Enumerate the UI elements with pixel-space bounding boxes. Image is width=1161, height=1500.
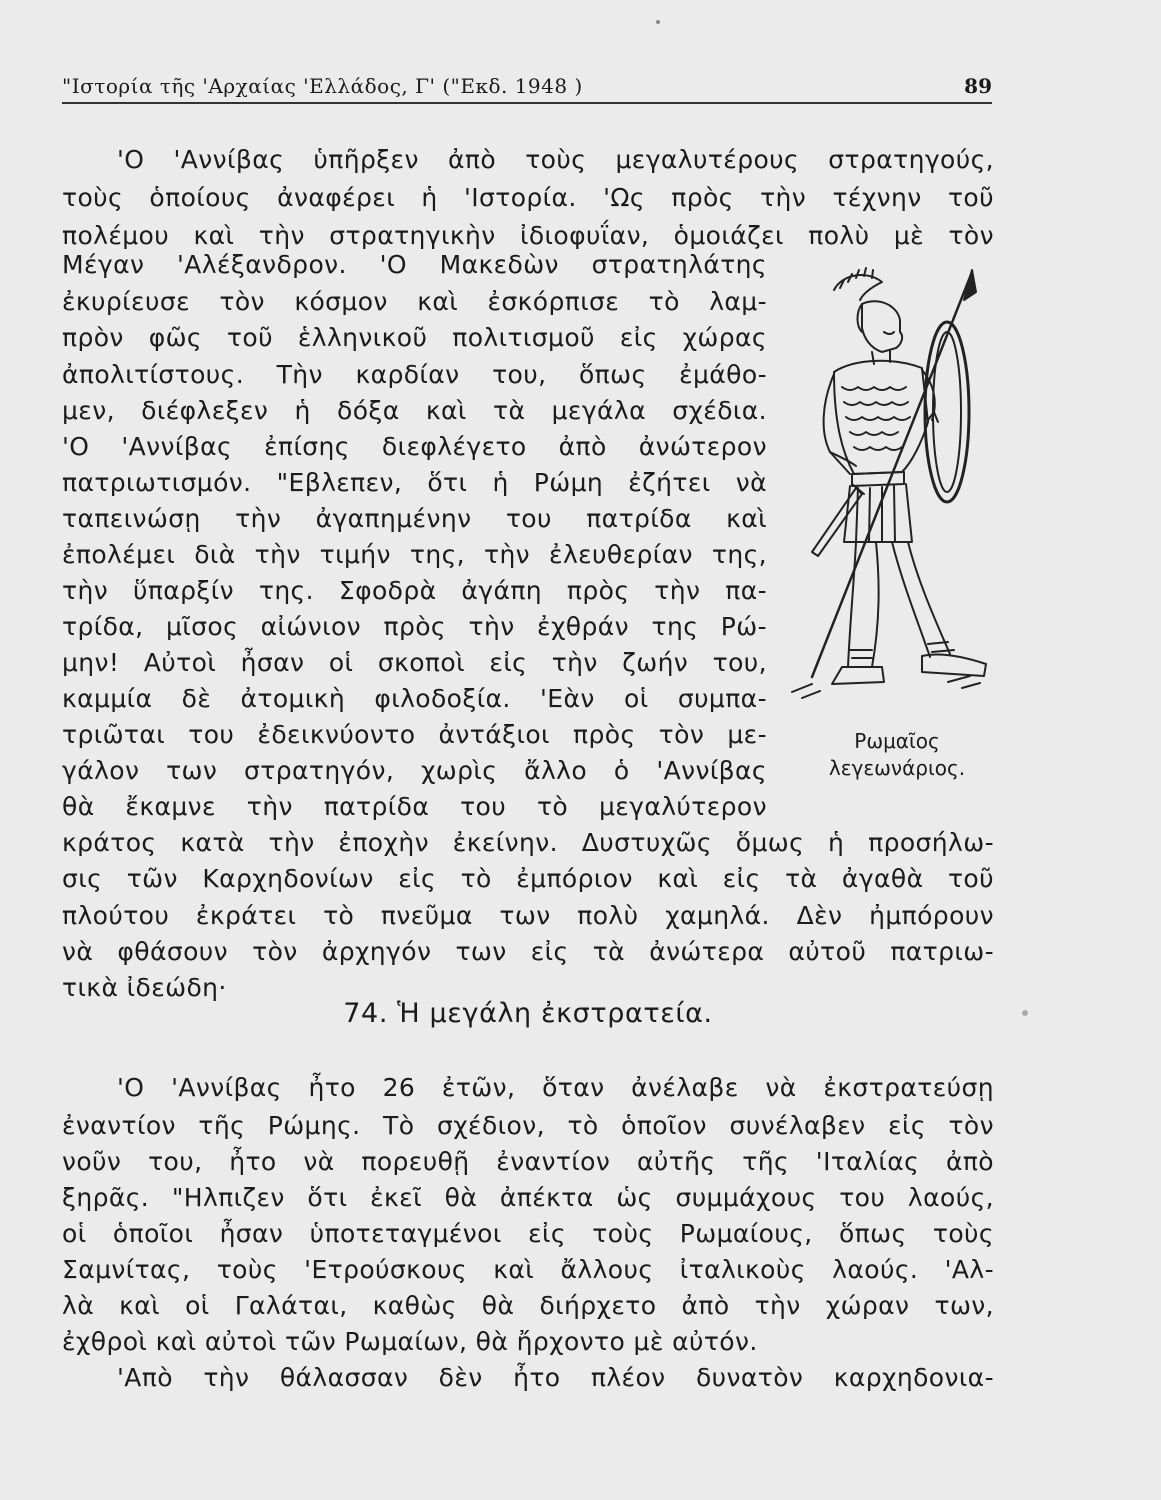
page-number: 89 (964, 74, 992, 98)
scan-speck (1022, 1010, 1028, 1016)
text-line: νοῦν του, ἦτο νὰ πορευθῇ ἐναντίον αὐτῆς τῆς 'Ιταλίας ἀπὸ (62, 1147, 994, 1176)
text-line: μεν, διέφλεξεν ἡ δόξα καὶ τὰ μεγάλα σχέδια. (62, 396, 767, 425)
text-line: 'Ο 'Αννίβας ὑπῆρξεν ἀπὸ τοὺς μεγαλυτέρους στρατηγούς, (117, 145, 994, 174)
figure-caption (812, 728, 982, 782)
running-header (62, 72, 992, 104)
text-line: κράτος κατὰ τὴν ἐποχὴν ἐκείνην. Δυστυχῶς ὅμως ἡ προσήλω- (62, 828, 994, 857)
text-line: ἐκυρίευσε τὸν κόσμον καὶ ἐσκόρπισε τὸ λαμ- (62, 287, 767, 316)
text-line: νὰ φθάσουν τὸν ἀρχηγόν των εἰς τὰ ἀνώτερα αὐτοῦ πατριω- (62, 937, 994, 966)
text-line: τριῶται του ἐδεικνύοντο ἀντάξιοι πρὸς τὸν με- (62, 720, 767, 749)
text-line: τὴν ὕπαρξίν της. Σφοδρὰ ἀγάπη πρὸς τὴν πα- (62, 576, 767, 605)
text-line: ἐναντίον τῆς Ρώμης. Τὸ σχέδιον, τὸ ὁποῖον συνέλαβεν εἰς τὸν (62, 1111, 994, 1140)
text-line: θὰ ἔκαμνε τὴν πατρίδα του τὸ μεγαλύτερον (62, 792, 767, 821)
book-title: "Ιστορία τῆς 'Αρχαίας 'Ελλάδος, Γ' ("Εκδ. 1948 ) (62, 74, 583, 98)
caption-line: Ρωμαῖος (854, 729, 940, 753)
text-line: πρὸν φῶς τοῦ ἑλληνικοῦ πολιτισμοῦ εἰς χώρας (62, 323, 767, 352)
text-line: Μέγαν 'Αλέξανδρον. 'Ο Μακεδὼν στρατηλάτης (62, 250, 767, 279)
text-line: πλούτου ἐκράτει τὸ πνεῦμα των πολὺ χαμηλά. Δὲν ἠμπόρουν (62, 901, 994, 930)
text-line: ἀπολιτίστους. Τὴν καρδίαν του, ὅπως ἐμάθο- (62, 360, 767, 389)
text-line: ἐχθροὶ καὶ αὐτοὶ τῶν Ρωμαίων, θὰ ἤρχοντο μὲ αὐτόν. (62, 1327, 758, 1356)
text-line: Σαμνίτας, τοὺς 'Ετρούσκους καὶ ἄλλους ἰταλικοὺς λαούς. 'Αλ- (62, 1255, 994, 1284)
text-line: καμμία δὲ ἀτομικὴ φιλοδοξία. 'Εὰν οἱ συμπα- (62, 684, 767, 713)
text-line: οἱ ὁποῖοι ἦσαν ὑποτεταγμένοι εἰς τοὺς Ρωμαίους, ὅπως τοὺς (62, 1219, 994, 1248)
text-line: ταπεινώσῃ τὴν ἀγαπημένην του πατρίδα καὶ (62, 504, 767, 533)
caption-line: λεγεωνάριος. (828, 756, 966, 780)
text-line: μην! Αὐτοὶ ἦσαν οἱ σκοποὶ εἰς τὴν ζωήν του, (62, 648, 767, 677)
text-line: 'Ο 'Αννίβας ἦτο 26 ἐτῶν, ὅταν ἀνέλαβε νὰ ἐκστρατεύσῃ (117, 1073, 994, 1102)
scan-speck (656, 20, 660, 24)
text-line: σις τῶν Καρχηδονίων εἰς τὸ ἐμπόριον καὶ εἰς τὰ ἀγαθὰ τοῦ (62, 864, 994, 893)
text-line: λὰ καὶ οἱ Γαλάται, καθὼς θὰ διήρχετο ἀπὸ τὴν χώραν των, (62, 1291, 994, 1320)
text-line: γάλον των στρατηγόν, χωρὶς ἄλλο ὁ 'Αννίβας (62, 756, 767, 785)
text-line: τοὺς ὁποίους ἀναφέρει ἡ 'Ιστορία. 'Ως πρὸς τὴν τέχνην τοῦ (62, 183, 994, 212)
text-line: 'Απὸ τὴν θάλασσαν δὲν ἦτο πλέον δυνατὸν καρχηδονια- (117, 1363, 994, 1392)
text-line: ξηρᾶς. "Ηλπιζεν ὅτι ἐκεῖ θὰ ἀπέκτα ὡς συμμάχους του λαούς, (62, 1183, 994, 1212)
text-line: 'Ο 'Αννίβας ἐπίσης διεφλέγετο ἀπὸ ἀνώτερον (62, 432, 767, 461)
text-line: πολέμου καὶ τὴν στρατηγικὴν ἰδιοφυΐαν, ὁμοιάζει πολὺ μὲ τὸν (62, 221, 994, 250)
text-line: πατριωτισμόν. "Εβλεπεν, ὅτι ἡ Ρώμη ἐζήτει νὰ (62, 468, 767, 497)
text-line: ἐπολέμει διὰ τὴν τιμήν της, τὴν ἐλευθερίαν της, (62, 540, 767, 569)
text-line: τικὰ ἰδεώδη· (62, 973, 227, 1002)
roman-legionary-illustration (772, 252, 997, 707)
section-heading: 74. Ἡ μεγάλη ἐκστρατεία. (343, 998, 713, 1029)
text-line: τρίδα, μῖσος αἰώνιον πρὸς τὴν ἐχθράν της Ρώ- (62, 612, 767, 641)
